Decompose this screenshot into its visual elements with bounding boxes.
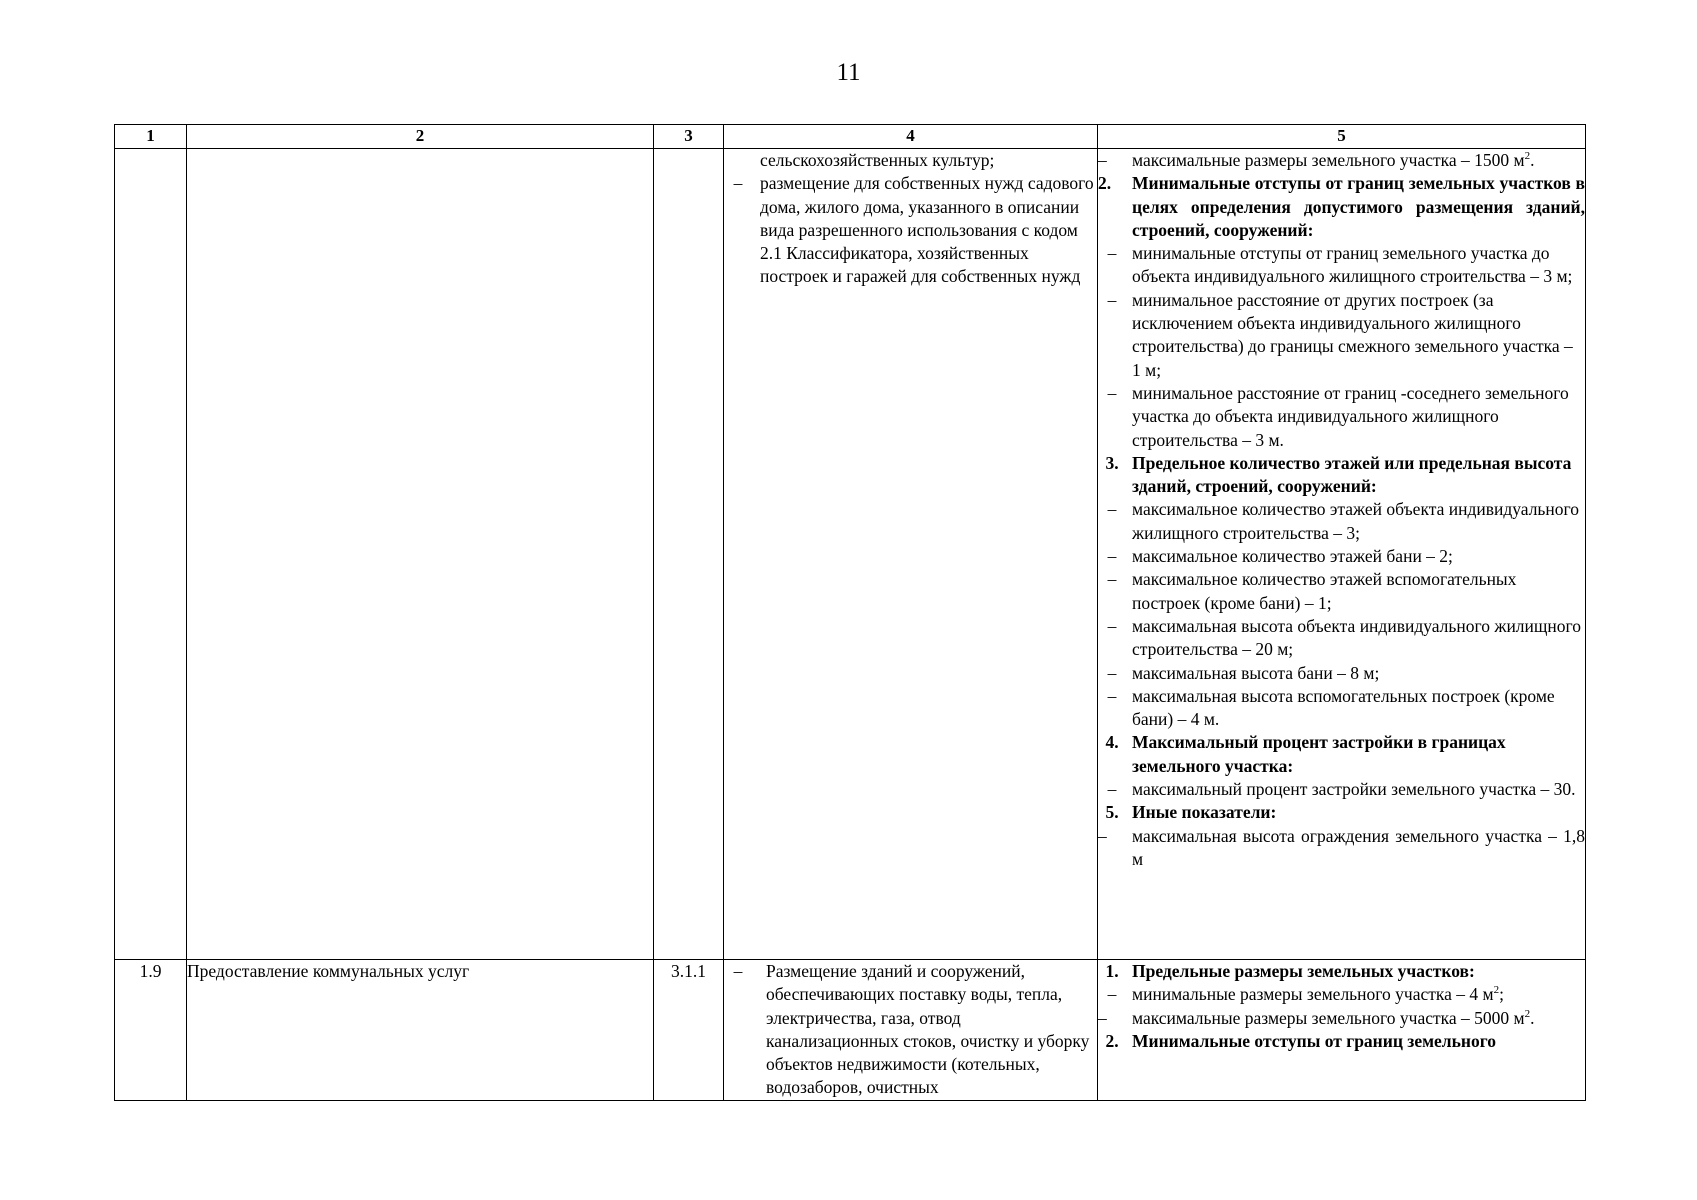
section-heading: 3. Предельное количество этажей или предельная высота зданий, строений, сооружений:	[1105, 452, 1572, 497]
description-continuation: сельскохозяйственных культур;	[760, 150, 995, 170]
list-item: – Размещение зданий и сооружений, обеспечивающих поставку воды, тепла, электричества, газа, отвод канализационных стоков, очистку и уборку объектов недвижимости (котельных, водозаборов, очистных	[733, 961, 1090, 1098]
cell-code: 3.1.1	[654, 960, 724, 1101]
cell-parameters	[1098, 149, 1586, 960]
list-item: – максимальные размеры земельного участка – 5000 $м^2$.	[1098, 1007, 1535, 1028]
list-item: – максимальный процент застройки земельного участка – 30.	[1107, 779, 1576, 800]
list-item: – максимальная высота вспомогательных построек (кроме бани) – 4 м.	[1107, 685, 1555, 730]
list-item: – максимальное количество этажей бани – 2;	[1107, 546, 1453, 567]
section-heading: 5. Иные показатели:	[1105, 802, 1277, 823]
list-item: – размещение для собственных нужд садового дома, жилого дома, указанного в описании вида разрешенного использования с кодом 2.1 Классификатора, хозяйственных построек и гаражей для собственных нужд	[733, 173, 1094, 287]
cell-name	[187, 149, 654, 960]
section-heading: 1. Предельные размеры земельных участков:	[1105, 961, 1475, 981]
cell-description	[724, 960, 1098, 1101]
list-item: – максимальная высота объекта индивидуального жилищного строительства – 20 м;	[1107, 615, 1581, 660]
list-item: – максимальные размеры земельного участка – 1500 $м^2$.	[1098, 150, 1535, 170]
header-col-1: 1	[115, 125, 187, 149]
cell-code	[654, 149, 724, 960]
header-col-5: 5	[1098, 125, 1586, 149]
list-item: – минимальные размеры земельного участка – 4 $м^2$;	[1107, 984, 1504, 1005]
section-heading: 4. Максимальный процент застройки в границах земельного участка:	[1105, 732, 1506, 776]
header-col-4: 4	[724, 125, 1098, 149]
header-col-3: 3	[654, 125, 724, 149]
section-heading: 2. Минимальные отступы от границ земельного	[1105, 1030, 1496, 1051]
list-item: – максимальная высота ограждения земельного участка – 1,8 м	[1098, 825, 1585, 869]
header-row	[115, 125, 1586, 149]
regulations-table	[114, 124, 1586, 1101]
cell-description	[724, 149, 1098, 960]
section-heading: 2. Минимальные отступы от границ земельных участков в целях определения допустимого размещения зданий, строений, сооружений:	[1098, 173, 1585, 240]
cell-parameters	[1098, 960, 1586, 1101]
table-row	[115, 149, 1586, 960]
header-col-2: 2	[187, 125, 654, 149]
page-number: 11	[836, 59, 861, 86]
table-row	[115, 960, 1586, 1101]
list-item: – максимальное количество этажей объекта индивидуального жилищного строительства – 3;	[1107, 499, 1580, 543]
cell-number	[115, 149, 187, 960]
list-item: – максимальная высота бани – 8 м;	[1107, 662, 1380, 683]
list-item: – максимальное количество этажей вспомогательных построек (кроме бани) – 1;	[1107, 569, 1517, 613]
cell-name: Предоставление коммунальных услуг	[187, 960, 654, 1101]
cell-number: 1.9	[115, 960, 187, 1101]
list-item: – минимальные отступы от границ земельного участка до объекта индивидуального жилищного строительства – 3 м;	[1107, 243, 1573, 287]
list-item: – минимальное расстояние от других построек (за исключением объекта индивидуального жилищного строительства) до границы смежного земельного участка – 1 м;	[1107, 289, 1573, 380]
list-item: – минимальное расстояние от границ -соседнего земельного участка до объекта индивидуального жилищного строительства – 3 м.	[1107, 382, 1569, 450]
